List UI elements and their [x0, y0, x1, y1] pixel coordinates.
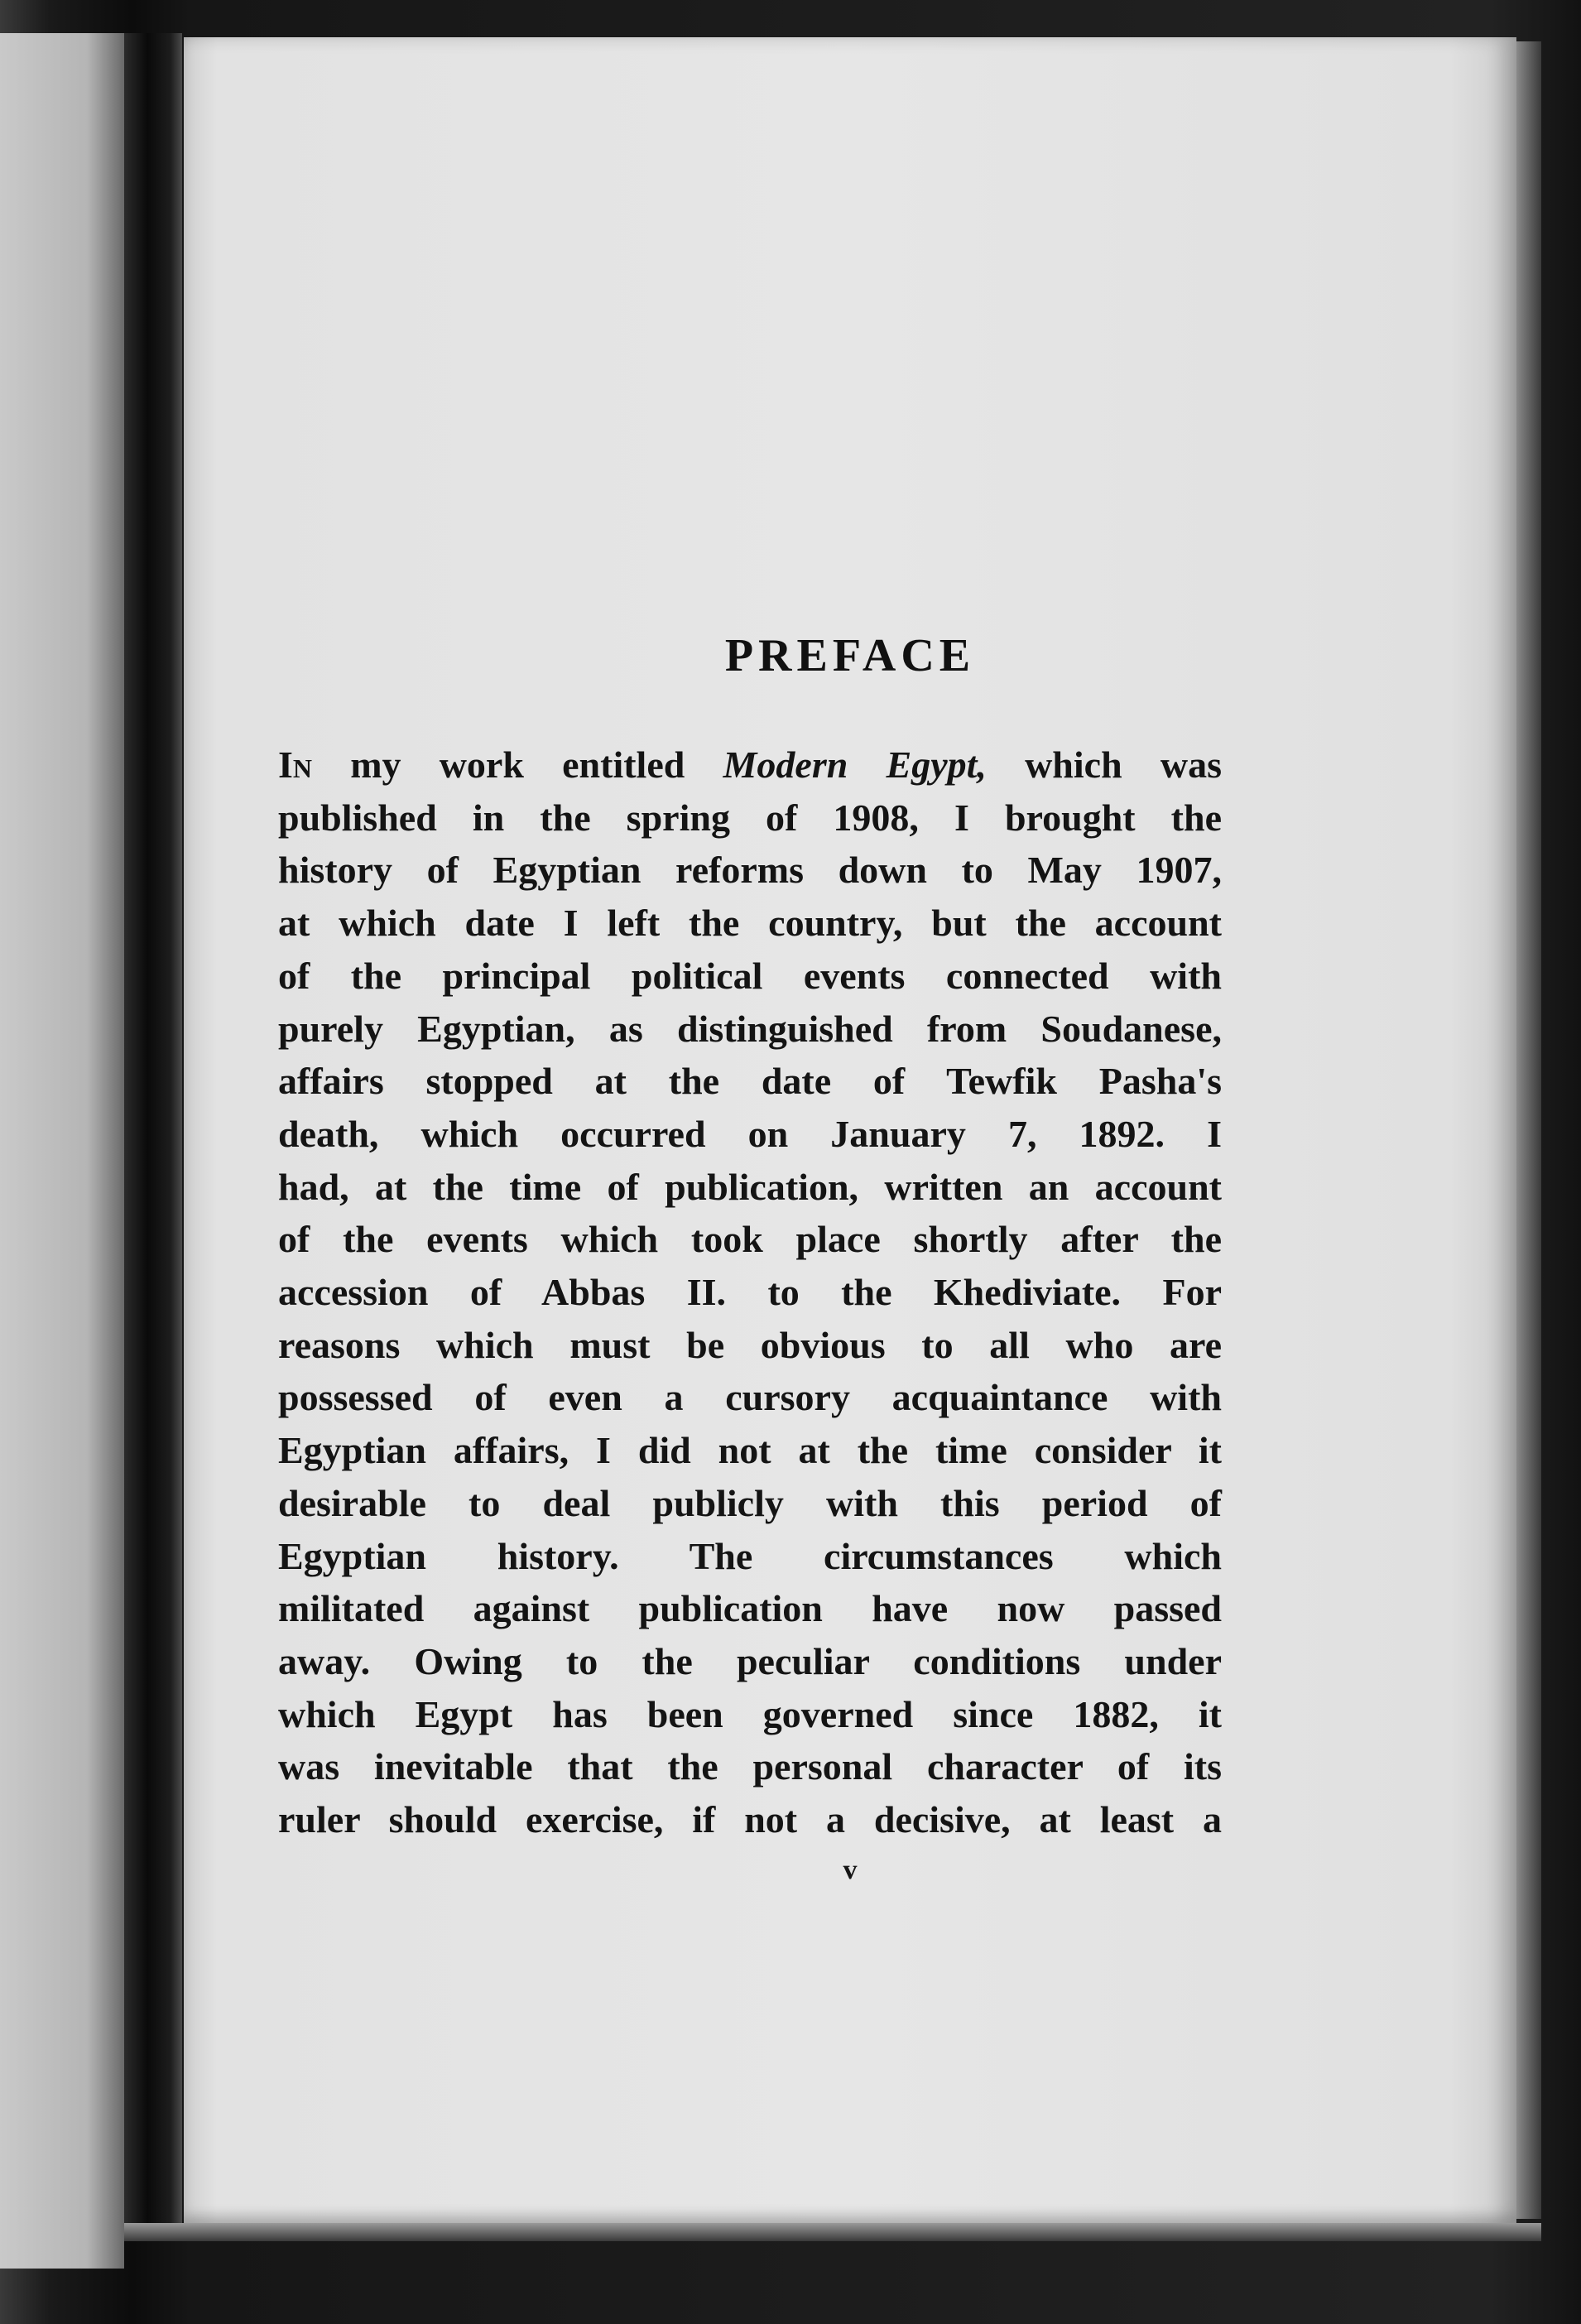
paragraph-line: ruler should exercise, if not a decisive, at least a [278, 1798, 1222, 1841]
page-title: PREFACE [724, 630, 976, 681]
page-right-edge [1516, 41, 1541, 2219]
paragraph-line: history of Egyptian reforms down to May 1907, [278, 849, 1222, 892]
line-text-segment: my work entitled [312, 743, 723, 786]
book-binding [124, 33, 182, 2235]
book-title-italic: Modern Egypt, [723, 743, 987, 786]
paragraph-line: published in the spring of 1908, I brought the [278, 796, 1222, 839]
paragraph-line: away. Owing to the peculiar conditions under [278, 1639, 1222, 1682]
paragraph-line: reasons which must be obvious to all who are [278, 1323, 1222, 1366]
paragraph-line: accession of Abbas II. to the Khediviate. For [278, 1271, 1222, 1314]
paragraph-line: Egyptian affairs, I did not at the time consider it [278, 1429, 1222, 1472]
paragraph-line: had, at the time of publication, written an account [278, 1165, 1222, 1208]
paragraph-line: militated against publication have now passed [278, 1587, 1222, 1630]
paragraph-line: death, which occurred on January 7, 1892. I [278, 1112, 1222, 1155]
drop-lead-word: In [278, 743, 313, 786]
paragraph-line: at which date I left the country, but the account [278, 902, 1222, 945]
paragraph-line: affairs stopped at the date of Tewfik Pasha's [278, 1060, 1222, 1103]
paragraph-line: of the events which took place shortly after the [278, 1218, 1222, 1261]
paragraph-line: desirable to deal publicly with this period of [278, 1481, 1222, 1524]
paragraph-line: which Egypt has been governed since 1882, it [278, 1692, 1222, 1735]
paragraph-line: purely Egyptian, as distinguished from Soudanese, [278, 1007, 1222, 1050]
paragraph-line: was inevitable that the personal character of its [278, 1745, 1222, 1788]
page-number: v [843, 1855, 858, 1885]
paragraph-line: Egyptian history. The circumstances which [278, 1534, 1222, 1577]
facing-page-edge [0, 33, 124, 2269]
page-bottom-edge [124, 2223, 1541, 2241]
preface-paragraph [278, 739, 1222, 1846]
paragraph-line: of the principal political events connected with [278, 954, 1222, 997]
line-text-segment: which was [986, 743, 1222, 786]
paragraph-line: possessed of even a cursory acquaintance with [278, 1376, 1222, 1419]
paragraph-line-1 [278, 739, 1222, 792]
